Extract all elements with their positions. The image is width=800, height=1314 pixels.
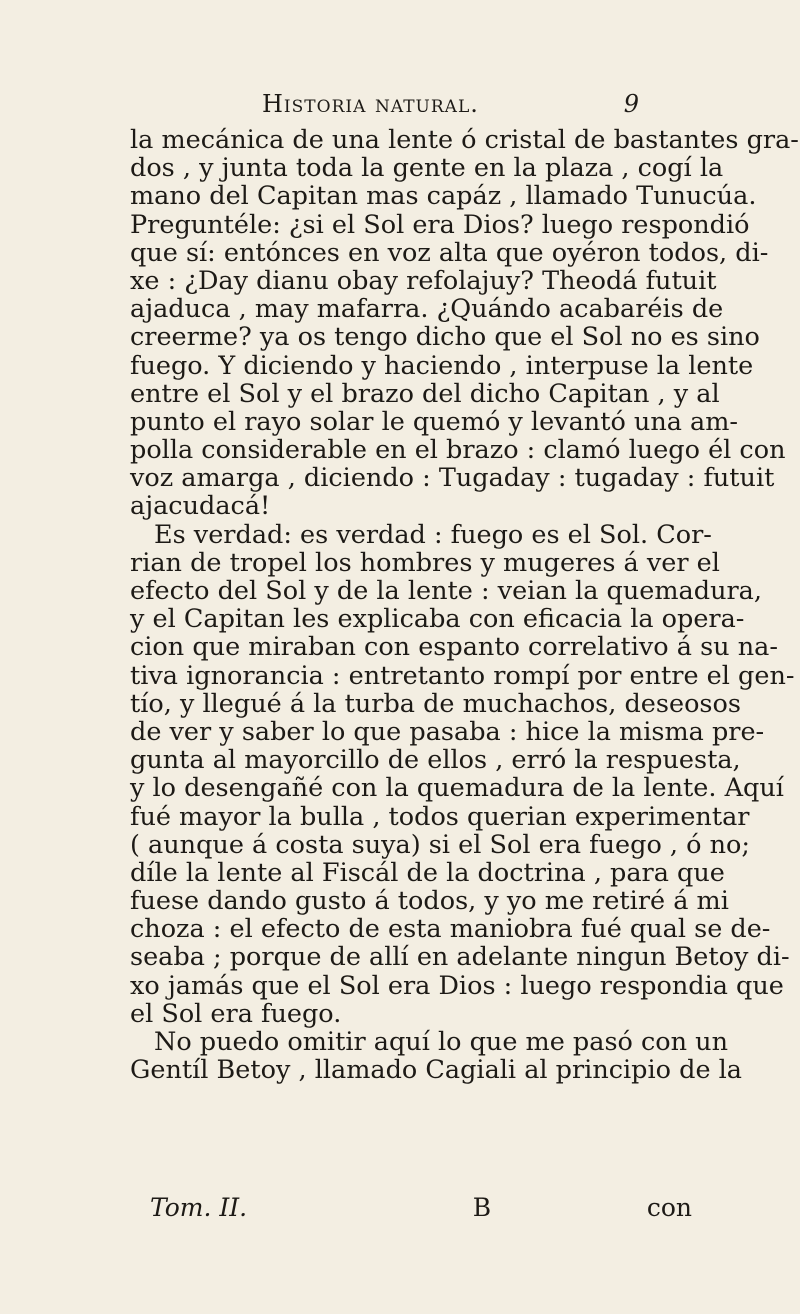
text-line: cion que miraban con espanto correlativo á su na- [130, 632, 778, 663]
text-line: ajacudacá! [130, 491, 271, 522]
volume-mark: Tom. II. [150, 1193, 248, 1222]
text-line: voz amarga , diciendo : Tugaday : tugaday : futuit [130, 463, 775, 494]
page-number: 9 [623, 90, 640, 118]
running-title: Historia natural. [262, 90, 479, 118]
text-line: y el Capitan les explicaba con eficacia la opera- [130, 604, 745, 635]
text-line: el Sol era fuego. [130, 998, 342, 1029]
text-line: No puedo omitir aquí lo que me pasó con un [154, 1027, 728, 1057]
text-line: choza : el efecto de esta maniobra fué qual se de- [130, 914, 771, 945]
text-line: Es verdad: es verdad : fuego es el Sol. Cor- [154, 519, 712, 550]
text-line: gunta al mayorcillo de ellos , erró la respuesta, [130, 745, 741, 776]
text-line: polla considerable en el brazo : clamó luego él con [130, 435, 786, 466]
text-line: tiva ignorancia : entretanto rompí por entre el gen- [130, 660, 795, 691]
text-line: fuese dando gusto á todos, y yo me retiré á mi [130, 886, 729, 917]
text-line: dos , y junta toda la gente en la plaza , cogí la [130, 153, 724, 184]
text-line: y lo desengañé con la quemadura de la lente. Aquí [130, 773, 784, 804]
page-footer [150, 1193, 692, 1222]
text-line: Preguntéle: ¿si el Sol era Dios? luego respondió [130, 209, 750, 240]
text-line: punto el rayo solar le quemó y levantó una am- [130, 406, 739, 437]
text-line: mano del Capitan mas capáz , llamado Tunucúa. [130, 181, 757, 212]
text-line: fué mayor la bulla , todos querian experimentar [130, 801, 750, 832]
text-line: efecto del Sol y de la lente : veian la quemadura, [130, 576, 762, 606]
text-line: fuego. Y diciendo y haciendo , interpuse la lente [130, 350, 754, 381]
text-line: de ver y saber lo que pasaba : hice la misma pre- [130, 716, 765, 747]
text-line: Gentíl Betoy , llamado Cagiali al principio de la [130, 1055, 742, 1086]
text-line: que sí: entónces en voz alta que oyéron todos, di- [130, 237, 769, 268]
text-line: tío, y llegué á la turba de muchachos, deseosos [130, 688, 741, 719]
text-line: xo jamás que el Sol era Dios : luego respondia que [130, 970, 784, 1001]
text-line: ( aunque á costa suya) si el Sol era fuego , ó no; [130, 829, 750, 860]
signature-mark: B [472, 1193, 492, 1222]
text-line: seaba ; porque de allí en adelante ningun Betoy di- [130, 942, 790, 973]
text-line: creerme? ya os tengo dicho que el Sol no es sino [130, 322, 760, 353]
catchword: con [646, 1193, 692, 1222]
body-text [130, 125, 799, 1086]
text-line: díle la lente al Fiscál de la doctrina , para que [130, 857, 725, 888]
running-header [262, 90, 640, 120]
text-line: entre el Sol y el brazo del dicho Capitan , y al [130, 378, 720, 409]
text-line: rian de tropel los hombres y mugeres á ver el [130, 547, 720, 578]
text-line: xe : ¿Day dianu obay refolajuy? Theodá futuit [130, 265, 717, 296]
text-line: la mecánica de una lente ó cristal de bastantes gra- [130, 125, 799, 155]
text-line: ajaduca , may mafarra. ¿Quándo acabaréis de [130, 294, 724, 325]
